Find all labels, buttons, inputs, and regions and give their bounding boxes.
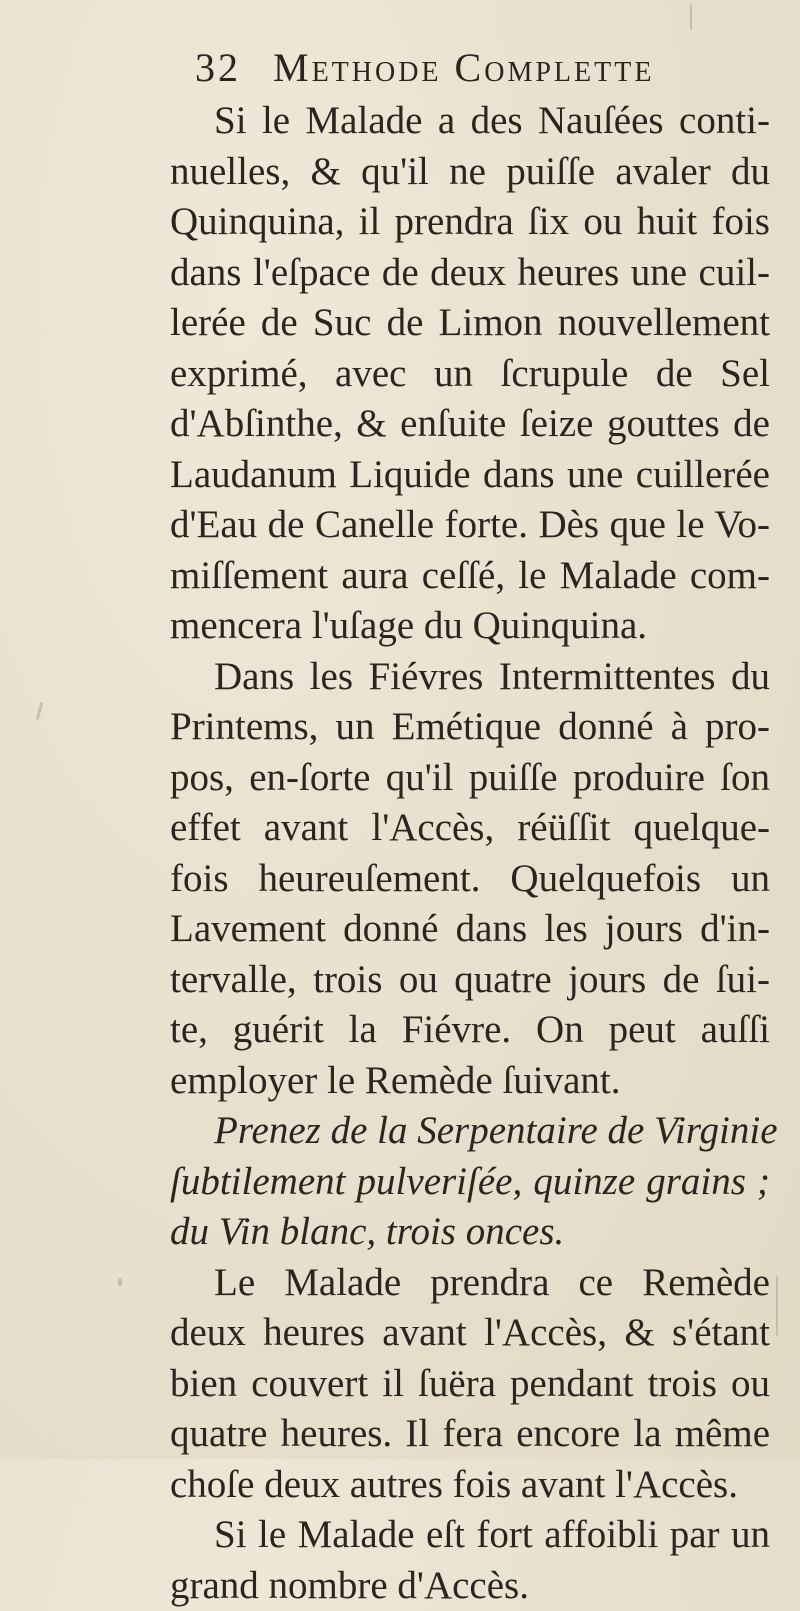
text-line: miſſement aura ceſſé, le Malade com- [170, 551, 770, 602]
text-line: bien couvert il ſuëra pendant trois ou [170, 1359, 770, 1410]
paper-speck [776, 1276, 778, 1336]
text-line: Si le Malade eſt fort affoibli par un [170, 1510, 770, 1561]
text-line: employer le Remède ſuivant. [170, 1056, 770, 1107]
body-text [170, 96, 770, 1611]
text-line: grand nombre d'Accès. [170, 1561, 770, 1611]
running-title: Methode Complette [273, 45, 654, 90]
text-line: mencera l'uſage du Quinquina. [170, 601, 770, 652]
text-line: choſe deux autres fois avant l'Accès. [170, 1460, 770, 1511]
text-line: effet avant l'Accès, réüſſit quelque- [170, 803, 770, 854]
text-line: d'Eau de Canelle forte. Dès que le Vo- [170, 500, 770, 551]
text-line: Le Malade prendra ce Remède [170, 1258, 770, 1309]
text-line: pos, en-ſorte qu'il puiſſe produire ſon [170, 753, 770, 804]
recipe-line: Prenez de la Serpentaire de Virginie [170, 1106, 770, 1157]
text-line: Si le Malade a des Nauſées conti- [170, 96, 770, 147]
text-line: d'Abſinthe, & enſuite ſeize gouttes de [170, 399, 770, 450]
page-number: 32 [195, 45, 241, 90]
paper-speck [36, 702, 44, 720]
text-line: deux heures avant l'Accès, & s'étant [170, 1308, 770, 1359]
text-line: Printems, un Emétique donné à pro- [170, 702, 770, 753]
text-line: Dans les Fiévres Intermittentes du [170, 652, 770, 703]
text-line: quatre heures. Il fera encore la même [170, 1409, 770, 1460]
paper-speck [118, 1278, 122, 1286]
text-line: Quinquina, il prendra ſix ou huit fois [170, 197, 770, 248]
text-line: lerée de Suc de Limon nouvellement [170, 298, 770, 349]
text-line: Laudanum Liquide dans une cuillerée [170, 450, 770, 501]
text-line: Lavement donné dans les jours d'in- [170, 904, 770, 955]
text-line: fois heureuſement. Quelquefois un [170, 854, 770, 905]
recipe-line: ſubtilement pulveriſée, quinze grains ; [170, 1157, 770, 1208]
text-line: te, guérit la Fiévre. On peut auſſi [170, 1005, 770, 1056]
text-line: exprimé, avec un ſcrupule de Sel [170, 349, 770, 400]
running-header [195, 40, 755, 96]
text-line: dans l'eſpace de deux heures une cuil- [170, 248, 770, 299]
text-line: nuelles, & qu'il ne puiſſe avaler du [170, 147, 770, 198]
paper-speck [690, 4, 692, 30]
recipe-line: du Vin blanc, trois onces. [170, 1207, 770, 1258]
text-line: tervalle, trois ou quatre jours de ſui- [170, 955, 770, 1006]
